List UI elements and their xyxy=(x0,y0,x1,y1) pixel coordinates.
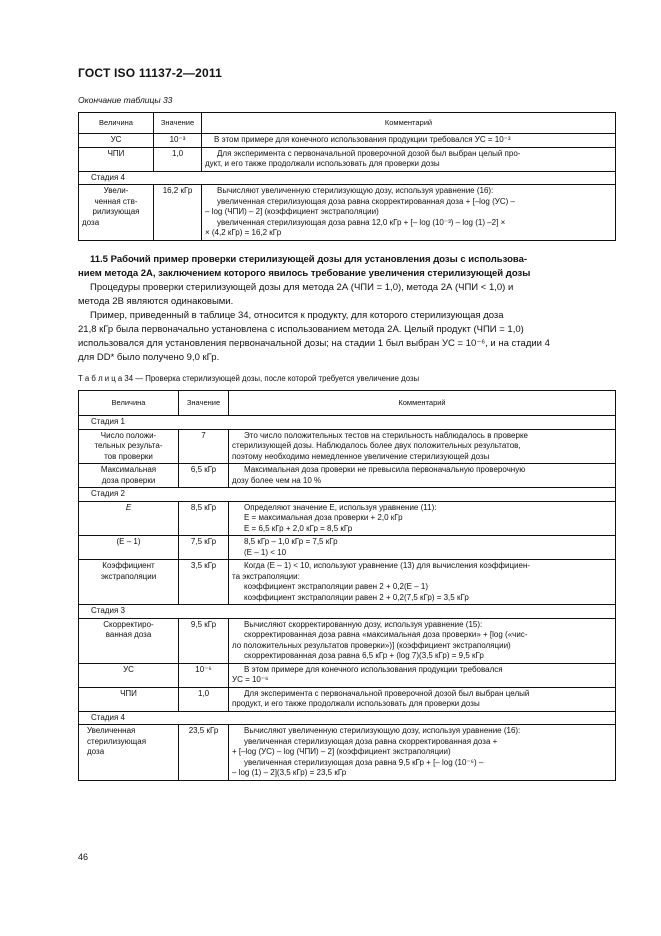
stage-label: Стадия 4 xyxy=(79,171,616,185)
paragraph-line: для DD* было получено 9,0 кГр. xyxy=(78,352,220,363)
comment-line: (E – 1) < 10 xyxy=(244,547,287,557)
table-row xyxy=(79,560,616,605)
comment-line: коэффициент экстраполяции равен 2 + 0,2(7,5 кГр) = 3,5 кГр xyxy=(244,592,469,602)
stage-label: Стадия 1 xyxy=(79,416,616,430)
cell-comment xyxy=(229,464,616,488)
col-header-comment: Комментарий xyxy=(229,391,616,416)
document-header: ГОСТ ISO 11137-2—2011 xyxy=(78,66,222,80)
comment-line: Для эксперимента с первоначальной проверочной дозой был выбран целый про- xyxy=(217,148,521,158)
stage-label: Стадия 4 xyxy=(79,711,616,725)
comment-line: E = максимальная доза проверки + 2,0 кГр xyxy=(244,513,403,522)
stage-row xyxy=(79,488,616,502)
comment-line: УС = 10⁻⁶ xyxy=(232,675,269,684)
cell-comment xyxy=(202,185,616,241)
cell-value: 6,5 кГр xyxy=(179,464,229,488)
comment-line: увеличенная стерилизующая доза равна скорректированная доза + [–log (УС) – xyxy=(217,196,515,206)
cell-comment xyxy=(229,618,616,663)
comment-line: продукт, и его также продолжали использовать для проверки дозы xyxy=(232,699,480,708)
comment-line: В этом примере для конечного использования продукции требовался xyxy=(244,664,503,674)
cell-quantity: E xyxy=(79,501,179,536)
quantity-line: ченная ств- xyxy=(94,196,138,206)
section-title-line: нием метода 2А, заключением которого явилось требование увеличения стерилизующей дозы xyxy=(78,268,531,279)
quantity-line: Число положи- xyxy=(100,430,157,440)
table-row xyxy=(79,185,616,241)
quantity-line: ванная доза xyxy=(105,630,152,639)
stage-row xyxy=(79,711,616,725)
cell-value: 3,5 кГр xyxy=(179,560,229,605)
comment-line: коэффициент экстраполяции равен 2 + 0,2(E – 1) xyxy=(244,582,428,591)
stage-label: Стадия 3 xyxy=(79,605,616,619)
comment-line: поэтому необходимо немедленное увеличение стерилизующей дозы xyxy=(232,451,490,461)
cell-value: 8,5 кГр xyxy=(179,501,229,536)
col-header-comment: Комментарий xyxy=(202,113,616,134)
quantity-line: Максимальная xyxy=(100,465,157,474)
quantity-line: доза проверки xyxy=(101,475,156,485)
comment-line: дукт, и его также продолжали использовать для проверки дозы xyxy=(205,159,440,168)
comment-line: Определяют значение E, используя уравнение (11): xyxy=(244,502,437,512)
quantity-line: экстраполяции xyxy=(100,571,157,581)
cell-quantity xyxy=(79,560,179,605)
table-row xyxy=(79,147,616,171)
comment-line: Вычисляют скорректированную дозу, используя уравнение (15): xyxy=(244,619,483,629)
paragraph-line: 21,8 кГр была первоначально установлена с использованием метода 2А. Целый продукт (ЧПИ = 1,0) xyxy=(78,324,524,335)
paragraph-line: метода 2В являются одинаковыми. xyxy=(78,296,234,307)
cell-quantity: УС xyxy=(79,663,179,687)
comment-line: ло положительных результатов проверки»)] (коэффициент экстраполяции) xyxy=(232,640,511,650)
quantity-line: рилизующая xyxy=(92,207,140,216)
cell-comment xyxy=(229,536,616,560)
comment-line: 8,5 кГр – 1,0 кГр = 7,5 кГр xyxy=(244,537,338,546)
comment-line: × (4,2 кГр) = 16,2 кГр xyxy=(205,228,282,237)
table-row xyxy=(79,429,616,464)
cell-quantity: ЧПИ xyxy=(79,147,154,171)
table-header-row xyxy=(79,391,616,416)
cell-value: 9,5 кГр xyxy=(179,618,229,663)
quantity-line: тельных результа- xyxy=(94,441,163,450)
stage-row xyxy=(79,416,616,430)
cell-quantity xyxy=(79,429,179,464)
quantity-line: стерилизующая xyxy=(87,736,147,746)
cell-comment xyxy=(229,429,616,464)
stage-label: Стадия 2 xyxy=(79,488,616,502)
cell-comment xyxy=(229,560,616,605)
quantity-line: Увели- xyxy=(103,186,129,195)
cell-quantity: ЧПИ xyxy=(79,687,179,711)
comment-line: Максимальная доза проверки не превысила первоначальную проверочную xyxy=(244,465,526,474)
paragraph-line: использовался для установления первоначальной дозы; на стадии 1 был выбран УС = 10⁻⁶, и на стадии 4 xyxy=(78,338,550,349)
cell-quantity xyxy=(79,185,154,241)
comment-line: Для эксперимента с первоначальной проверочной дозой был выбран целый xyxy=(244,688,530,698)
table33-caption: Окончание таблицы 33 xyxy=(78,95,173,105)
cell-quantity xyxy=(79,618,179,663)
comment-line: увеличенная стерилизующая доза равна 9,5 кГр + [– log (10⁻⁶) – xyxy=(244,757,484,767)
cell-value: 23,5 кГр xyxy=(179,725,229,781)
cell-value: 1,0 xyxy=(154,147,202,171)
section-11-5 xyxy=(78,253,616,365)
table-33 xyxy=(78,112,616,241)
quantity-line: доза xyxy=(82,217,100,227)
paragraph-line: Процедуры проверки стерилизующей дозы для метода 2А (ЧПИ = 1,0), метода 2А (ЧПИ < 1,0) и xyxy=(90,282,514,293)
page-number: 46 xyxy=(78,852,89,862)
cell-value: 10⁻⁶ xyxy=(179,663,229,687)
cell-comment: В этом примере для конечного использования продукции требовался УС = 10⁻³ xyxy=(202,134,616,148)
paragraph-line: Пример, приведенный в таблице 34, относится к продукту, для которого стерилизующая доза xyxy=(90,310,504,321)
comment-line: – log (1) – 2](3,5 кГр) = 23,5 кГр xyxy=(232,768,347,777)
comment-line: скорректированная доза равна «максимальная доза проверки» + [log («чис- xyxy=(244,630,528,639)
table-row xyxy=(79,687,616,711)
quantity-line: Скорректиро- xyxy=(103,619,154,629)
quantity-line: Коэффициент xyxy=(102,561,155,570)
col-header-value: Значение xyxy=(179,391,229,416)
table-row xyxy=(79,663,616,687)
cell-value: 16,2 кГр xyxy=(154,185,202,241)
cell-comment xyxy=(229,687,616,711)
comment-line: + [–log (УС) – log (ЧПИ) – 2] (коэффициент экстраполяции) xyxy=(232,747,451,756)
table-row xyxy=(79,501,616,536)
comment-line: стерилизующей дозы. Наблюдалось более двух положительных результатов, xyxy=(232,441,521,450)
cell-comment xyxy=(229,501,616,536)
table-row xyxy=(79,134,616,148)
stage-row xyxy=(79,171,616,185)
cell-quantity: (E – 1) xyxy=(79,536,179,560)
comment-line: увеличенная стерилизующая доза равна скорректированная доза + xyxy=(244,736,498,746)
comment-line: Вычисляют увеличенную стерилизующую дозу, используя уравнение (16): xyxy=(217,186,494,195)
comment-line: – log (ЧПИ) – 2] (коэффициент экстраполяции) xyxy=(205,207,379,216)
col-header-quantity: Величина xyxy=(79,113,154,134)
comment-line: скорректированная доза равна 6,5 кГр + (log 7)(3,5 кГр) = 9,5 кГр xyxy=(244,651,484,660)
table-34 xyxy=(78,390,616,781)
quantity-line: Увеличенная xyxy=(87,726,136,735)
cell-comment xyxy=(229,663,616,687)
section-title-line: 11.5 Рабочий пример проверки стерилизующей дозы для установления дозы с использова- xyxy=(90,254,528,265)
col-header-value: Значение xyxy=(154,113,202,134)
cell-quantity xyxy=(79,725,179,781)
table-header-row xyxy=(79,113,616,134)
stage-row xyxy=(79,605,616,619)
comment-line: Вычисляют увеличенную стерилизующую дозу, используя уравнение (16): xyxy=(244,726,521,735)
comment-line: дозу более чем на 10 % xyxy=(232,475,322,485)
cell-value: 1,0 xyxy=(179,687,229,711)
cell-value: 7 xyxy=(179,429,229,464)
cell-value: 7,5 кГр xyxy=(179,536,229,560)
comment-line: E = 6,5 кГр + 2,0 кГр = 8,5 кГр xyxy=(244,523,353,533)
cell-value: 10⁻³ xyxy=(154,134,202,148)
comment-line: та экстраполяции: xyxy=(232,571,300,581)
col-header-quantity: Величина xyxy=(79,391,179,416)
comment-line: Это число положительных тестов на стерильность наблюдалось в проверке xyxy=(244,430,528,440)
table-row xyxy=(79,618,616,663)
table-row xyxy=(79,536,616,560)
table-row xyxy=(79,464,616,488)
cell-quantity xyxy=(79,464,179,488)
quantity-line: доза xyxy=(87,747,105,756)
cell-comment xyxy=(229,725,616,781)
table-row xyxy=(79,725,616,781)
table34-caption: Т а б л и ц а 34 — Проверка стерилизующей дозы, после которой требуется увеличение дозы xyxy=(78,374,420,383)
cell-quantity: УС xyxy=(79,134,154,148)
comment-line: Когда (E – 1) < 10, используют уравнение (13) для вычисления коэффициен- xyxy=(244,561,531,570)
quantity-line: тов проверки xyxy=(104,451,153,461)
comment-line: увеличенная стерилизующая доза равна 12,0 кГр + [– log (10⁻³) – log (1) –2] × xyxy=(217,217,506,227)
cell-comment xyxy=(202,147,616,171)
